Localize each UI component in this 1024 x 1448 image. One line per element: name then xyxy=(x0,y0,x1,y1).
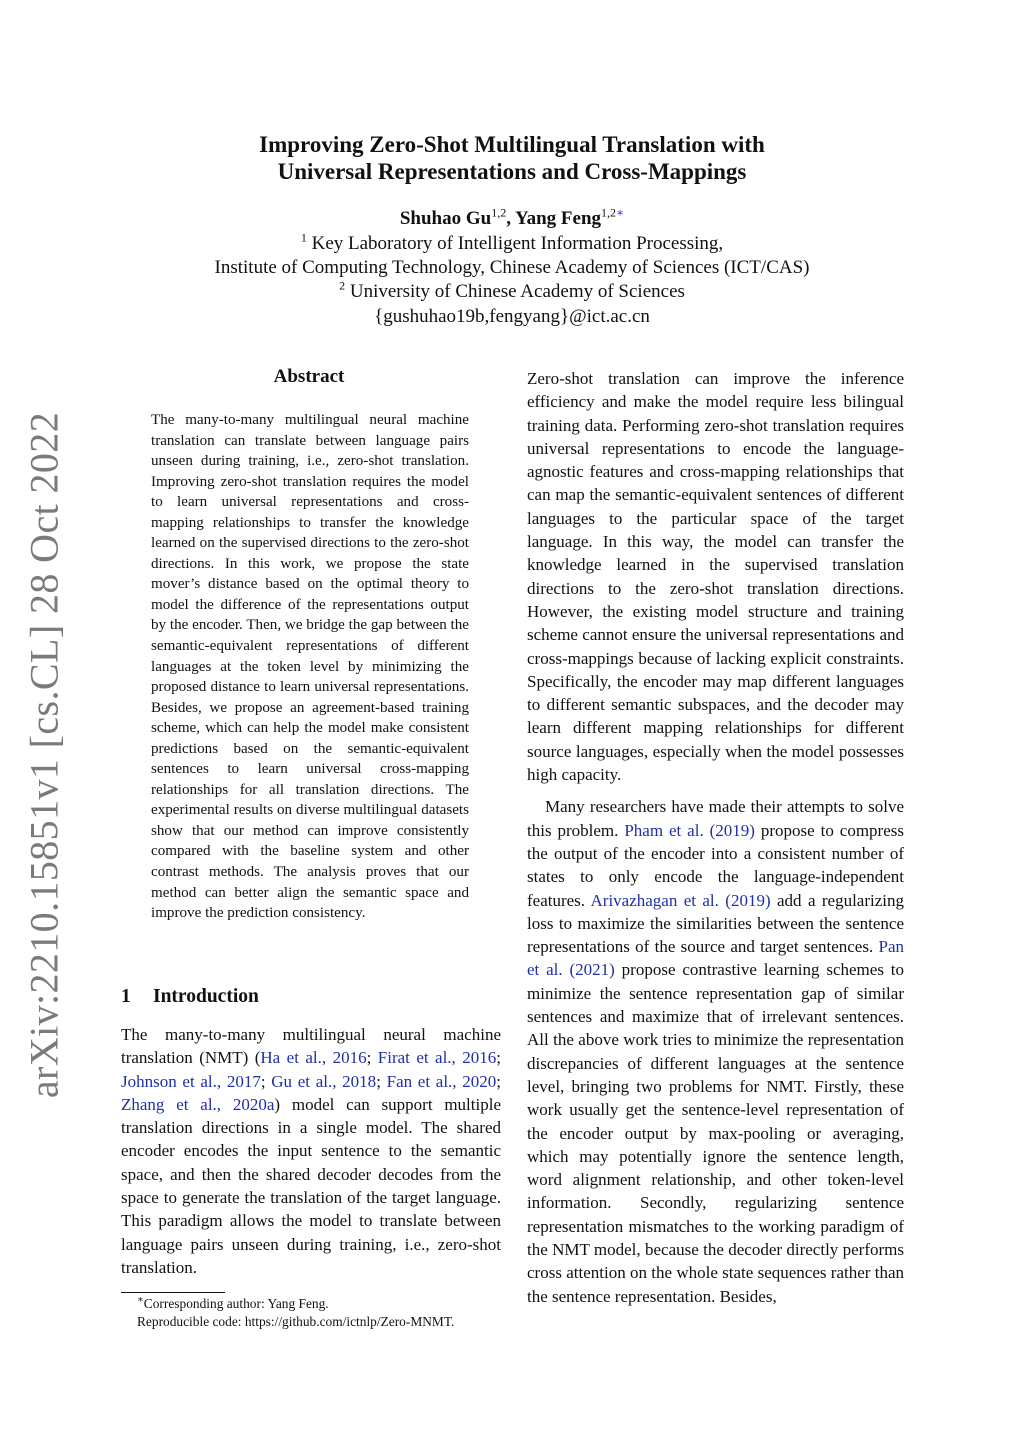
author-separator: , xyxy=(506,208,515,229)
author-name: Shuhao Gu xyxy=(399,208,492,229)
paragraph-text: add a regularizing loss to maximize the similarities between the sentence representations of the source and target sentences. xyxy=(527,890,905,957)
section-title: Introduction xyxy=(153,986,259,1007)
footnote-corresponding-author xyxy=(137,1295,329,1312)
right-column xyxy=(527,367,904,1308)
author-list xyxy=(0,207,1024,231)
footnote-reproducible-code: Reproducible code: https://github.com/ictnlp/Zero-MNMT. xyxy=(137,1314,455,1329)
citation-link[interactable]: Pham et al. (2019) xyxy=(624,820,755,840)
citation-link[interactable]: Fan et al., 2020 xyxy=(386,1071,497,1091)
corresponding-author-link[interactable]: ∗ xyxy=(616,205,625,220)
paragraph-text: propose contrastive learning schemes to minimize the sentence representation gap of similar sentences and maximize that of irrelevant sentences. All the above work tries to minimize the representation discrepancies of different languages at the sentence level, bringing two problems for NMT. Firstly, these work usually get the sentence-level representation of the encoder output by max-pooling or averaging, which may potentially ignore the sentence length, word alignment relationship, and other token-level information. Secondly, regularizing sentence representation mismatches to the working paradigm of the NMT model, because the decoder directly performs cross attention on the whole state sequences rather than the sentence representation. Besides, xyxy=(527,960,905,1306)
affiliation-marker: 1 xyxy=(300,230,307,245)
abstract-text: The many-to-many multilingual neural machine translation can translate between language pairs unseen during training, i.e., zero-shot translation. Improving zero-shot translation requires the model to learn universal representations and cross-mapping relationships to transfer the knowledge learned on the supervised directions to the zero-shot directions. In this work, we propose the state mover’s distance based on the optimal theory to model the difference of the representations output by the encoder. Then, we bridge the gap between the semantic-equivalent representations of different languages at the token level by minimizing the proposed distance to learn universal representations. Besides, we propose an agreement-based training scheme, which can help the model make consistent predictions based on the semantic-equivalent sentences to learn universal cross-mapping relationships for all translation directions. The experimental results on diverse multilingual datasets show that our method can improve consistently compared with the baseline system and other contrast methods. The analysis proves that our method can better align the semantic space and improve the prediction consistency. xyxy=(151,412,469,922)
paragraph-text: Many researchers have made their attempts to solve this problem. xyxy=(527,797,904,840)
citation-link[interactable]: Ha et al., 2016 xyxy=(260,1048,367,1068)
affiliation-text: Key Laboratory of Intelligent Information Processing, xyxy=(306,233,724,254)
paper-title-line-1: Improving Zero-Shot Multilingual Translation with xyxy=(259,132,765,157)
arxiv-stamp-text: arXiv:2210.15851v1 [cs.CL] 28 Oct 2022 xyxy=(21,411,67,1099)
introduction-paragraph-3 xyxy=(527,795,904,1308)
affiliation-text: University of Chinese Academy of Sciences xyxy=(345,281,685,302)
citation-link[interactable]: Gu et al., 2018 xyxy=(271,1071,377,1091)
citation-separator: ; xyxy=(260,1071,272,1091)
section-heading-introduction xyxy=(121,986,259,1008)
author-name: Yang Feng xyxy=(514,208,602,229)
author-affiliation-marker: 1,2 xyxy=(491,205,507,220)
citation-separator: ; xyxy=(376,1071,387,1091)
section-number: 1 xyxy=(121,986,131,1007)
paragraph-text: propose to compress the output of the encoder into a consistent number of states to only encode the language-independent features. xyxy=(527,820,904,910)
citation-link[interactable]: Firat et al., 2016 xyxy=(377,1048,497,1068)
citation-separator: ; xyxy=(366,1048,378,1068)
paragraph-text: The many-to-many multilingual neural machine translation (NMT) ( xyxy=(121,1025,501,1068)
citation-separator: ; xyxy=(496,1048,501,1068)
introduction-paragraph-2: Zero-shot translation can improve the inference efficiency and make the model require less bilingual training data. Performing zero-shot translation requires universal representations to encode the language-agnostic features and cross-mapping relationships that can map the semantic-equivalent sentences of different languages to the particular space of the target language. In this way, the model can transfer the knowledge learned in the supervised translation directions to the zero-shot translation directions. However, the existing model structure and training scheme cannot ensure the universal representations and cross-mappings because of lacking explicit constraints. Specifically, the encoder may map different languages to different semantic subspaces, and the decoder may learn different mapping relationships for different source languages, especially when the model possesses high capacity. xyxy=(527,369,904,785)
author-email: {gushuhao19b,fengyang}@ict.ac.cn xyxy=(374,306,650,327)
author-affiliation-marker: 1,2 xyxy=(601,205,617,220)
citation-link[interactable]: Zhang et al., 2020a xyxy=(121,1094,275,1114)
abstract-heading: Abstract xyxy=(273,366,345,387)
paper-title-line-2: Universal Representations and Cross-Mappings xyxy=(277,159,747,184)
introduction-paragraph-1 xyxy=(121,1023,501,1279)
affiliation-marker: 2 xyxy=(339,278,346,293)
affiliation-line-2: Institute of Computing Technology, Chinese Academy of Sciences (ICT/CAS) xyxy=(214,257,810,278)
paragraph-text: ) model can support multiple translation directions in a single model. The shared encoder encodes the input sentence to the semantic space, and then the shared decoder decodes from the space to generate the translation of the target language. This paradigm allows the model to translate between language pairs unseen during training, i.e., zero-shot translation. xyxy=(121,1094,501,1277)
citation-link[interactable]: Arivazhagan et al. (2019) xyxy=(590,890,771,910)
affiliation-line-1 xyxy=(0,232,1024,256)
citation-separator: ; xyxy=(496,1071,501,1091)
citation-link[interactable]: Pan et al. (2021) xyxy=(527,937,904,980)
footnote-divider xyxy=(121,1292,225,1293)
citation-link[interactable]: Johnson et al., 2017 xyxy=(121,1071,261,1091)
footnote-marker: ∗ xyxy=(137,1294,144,1306)
footnote-text: Corresponding author: Yang Feng. xyxy=(143,1296,329,1311)
affiliation-line-3 xyxy=(0,280,1024,304)
